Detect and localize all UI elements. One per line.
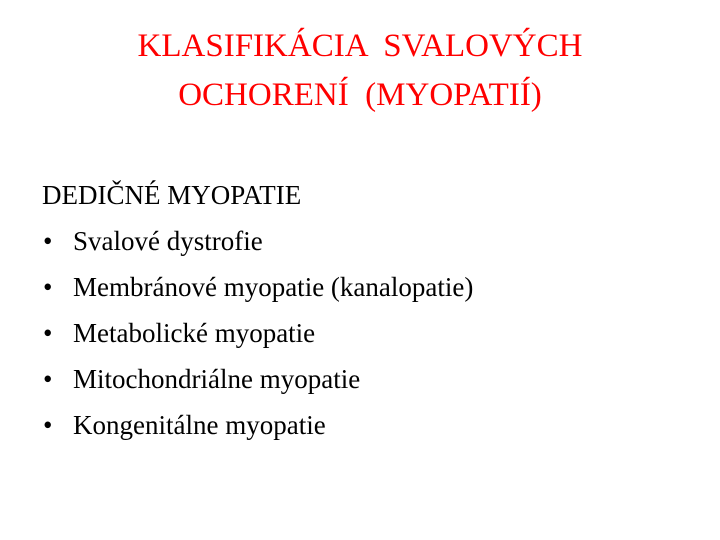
bullet-dot-icon: • xyxy=(43,318,53,348)
list-item xyxy=(42,218,702,264)
list-item-text: Mitochondriálne myopatie xyxy=(73,364,361,394)
slide-content xyxy=(42,172,702,448)
section-heading: DEDIČNÉ MYOPATIE xyxy=(42,180,302,210)
list-item-text: Metabolické myopatie xyxy=(73,318,316,348)
bullet-dot-icon: • xyxy=(43,364,53,394)
list-item xyxy=(42,402,702,448)
list-item-text: Membránové myopatie (kanalopatie) xyxy=(73,272,474,302)
bullet-list xyxy=(42,218,702,448)
list-item-text: Kongenitálne myopatie xyxy=(73,410,326,440)
list-item xyxy=(42,356,702,402)
list-item-text: Svalové dystrofie xyxy=(73,226,263,256)
bullet-dot-icon: • xyxy=(43,410,53,440)
slide-title xyxy=(0,22,720,120)
bullet-dot-icon: • xyxy=(43,272,53,302)
list-item xyxy=(42,264,702,310)
list-item xyxy=(42,310,702,356)
bullet-dot-icon: • xyxy=(43,226,53,256)
slide-title-line: KLASIFIKÁCIA SVALOVÝCH xyxy=(137,28,583,64)
slide-title-line: OCHORENÍ (MYOPATIÍ) xyxy=(178,77,542,113)
